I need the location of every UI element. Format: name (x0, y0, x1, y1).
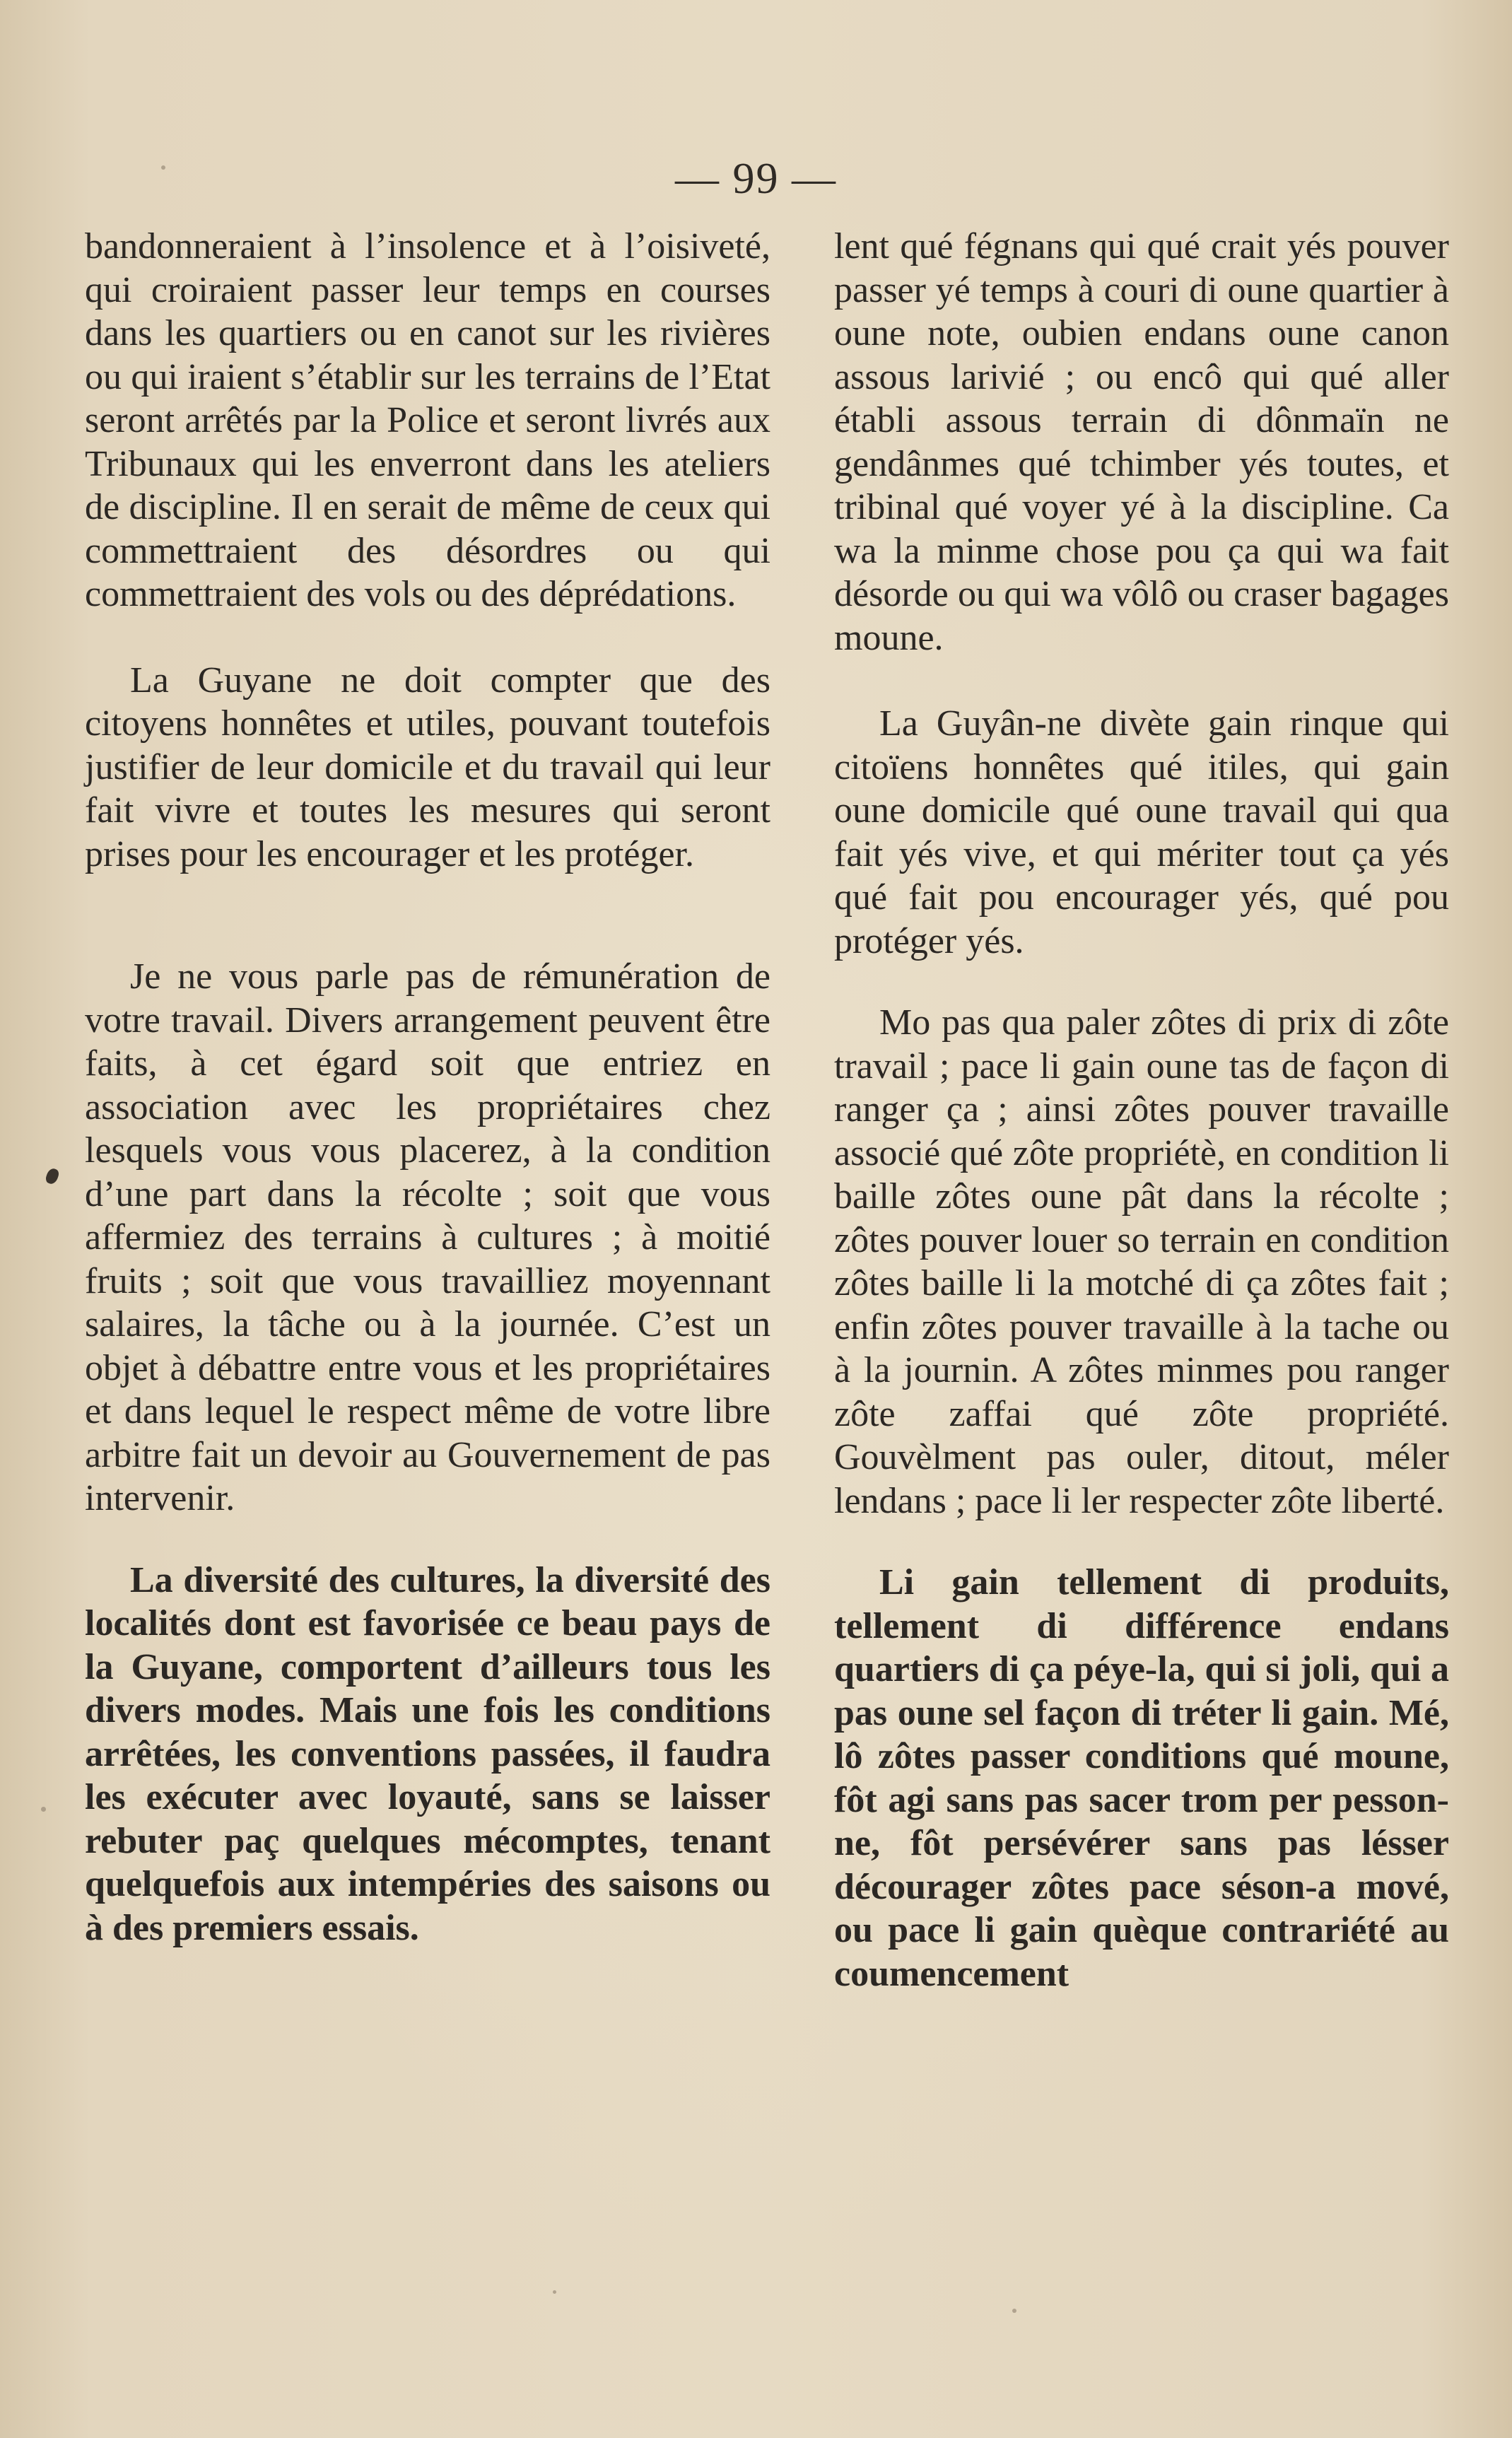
french-paragraph-3: Je ne vous parle pas de rémunération de votre travail. Divers arrangement peuvent être faits, à cet égard soit que entriez en association avec les propriétaires chez lesquels vous vous placerez, à la condition d’une part dans la récolte ; soit que vous affermiez des terrains à cultures ; à moitié fruits ; soit que vous travailliez moyennant salaires, la tâche ou à la journée. C’est un objet à débattre entre vous et les propriétaires et dans lequel le respect même de votre libre arbitre fait un devoir au Gouvernement de pas intervenir. (85, 956, 770, 1518)
creole-paragraph-1: lent qué fégnans qui qué crait yés pouver passer yé temps à couri di oune quartier à oune note, oubien endans oune canon assous larivié ; ou encô qui qué aller établi assous terrain di dônmaïn ne gendânmes qué tchimber yés toutes, et tribinal qué voyer yé à la discipline. Ca wa la minme chose pou ça qui wa fait désorde ou qui wa vôlô ou craser bagages moune. (834, 226, 1449, 658)
french-paragraph-4: La diversité des cultures, la diversité des localités dont est favorisée ce beau pays de la Guyane, comportent d’ailleurs tous les divers modes. Mais une fois les conditions arrêtées, les conventions passées, il faudra les exécuter avec loyauté, sans se laisser rebuter paç quelques mécomptes, tenant quelquefois aux intempéries des saisons ou à des premiers essais. (85, 1559, 770, 1948)
paper-speck (161, 165, 165, 170)
french-column (85, 225, 770, 1950)
ink-mark (45, 1167, 61, 1185)
creole-column (834, 225, 1449, 1995)
paper-speck (553, 2290, 556, 2294)
page-number: — 99 — (675, 155, 837, 203)
creole-paragraph-4: Li gain tellement di produits, tellement di différence endans quartiers di ça péye-la, qui si joli, qui a pas oune sel façon di tréter li gain. Mé, lô zôtes passer conditions qué moune, fôt agi sans pas sacer trom per pesson-ne, fôt persévérer sans pas lésser décourager zôtes pace séson-a mové, ou pace li gain quèque contrariété au coumencement (834, 1562, 1449, 1994)
creole-paragraph-2: La Guyân-ne divète gain rinque qui citoïens honnêtes qué itiles, qui gain oune domicile qué oune travail qui qua fait yés vive, et qui mériter tout ça yés qué fait pou encourager yés, qué pou protéger yés. (834, 703, 1449, 961)
french-paragraph-1: bandonneraient à l’insolence et à l’oisiveté, qui croiraient passer leur temps en courses dans les quartiers ou en canot sur les rivières ou qui iraient s’établir sur les terrains de l’Etat seront arrêtés par la Police et seront livrés aux Tribunaux qui les enverront dans les ateliers de discipline. Il en serait de même de ceux qui commettraient des désordres ou qui commettraient des vols ou des déprédations. (85, 226, 770, 614)
paper-speck (1012, 2309, 1016, 2313)
creole-paragraph-3: Mo pas qua paler zôtes di prix di zôte travail ; pace li gain oune tas de façon di ranger ça ; ainsi zôtes pouver travaille associé qué zôte propriétè, en condition li baille zôtes oune pât dans la récolte ; zôtes pouver louer so terrain en condition zôtes baille li la motché di ça zôtes fait ; enfin zôtes pouver travaille à la tache ou à la journin. A zôtes minmes pou ranger zôte zaffai qué zôte propriété. Gouvèlment pas ouler, ditout, méler lendans ; pace li ler respecter zôte liberté. (834, 1002, 1449, 1521)
french-paragraph-2: La Guyane ne doit compter que des citoyens honnêtes et utiles, pouvant toutefois justifier de leur domicile et du travail qui leur fait vivre et toutes les mesures qui seront prises pour les encourager et les protéger. (85, 660, 770, 874)
paper-speck (41, 1807, 46, 1812)
